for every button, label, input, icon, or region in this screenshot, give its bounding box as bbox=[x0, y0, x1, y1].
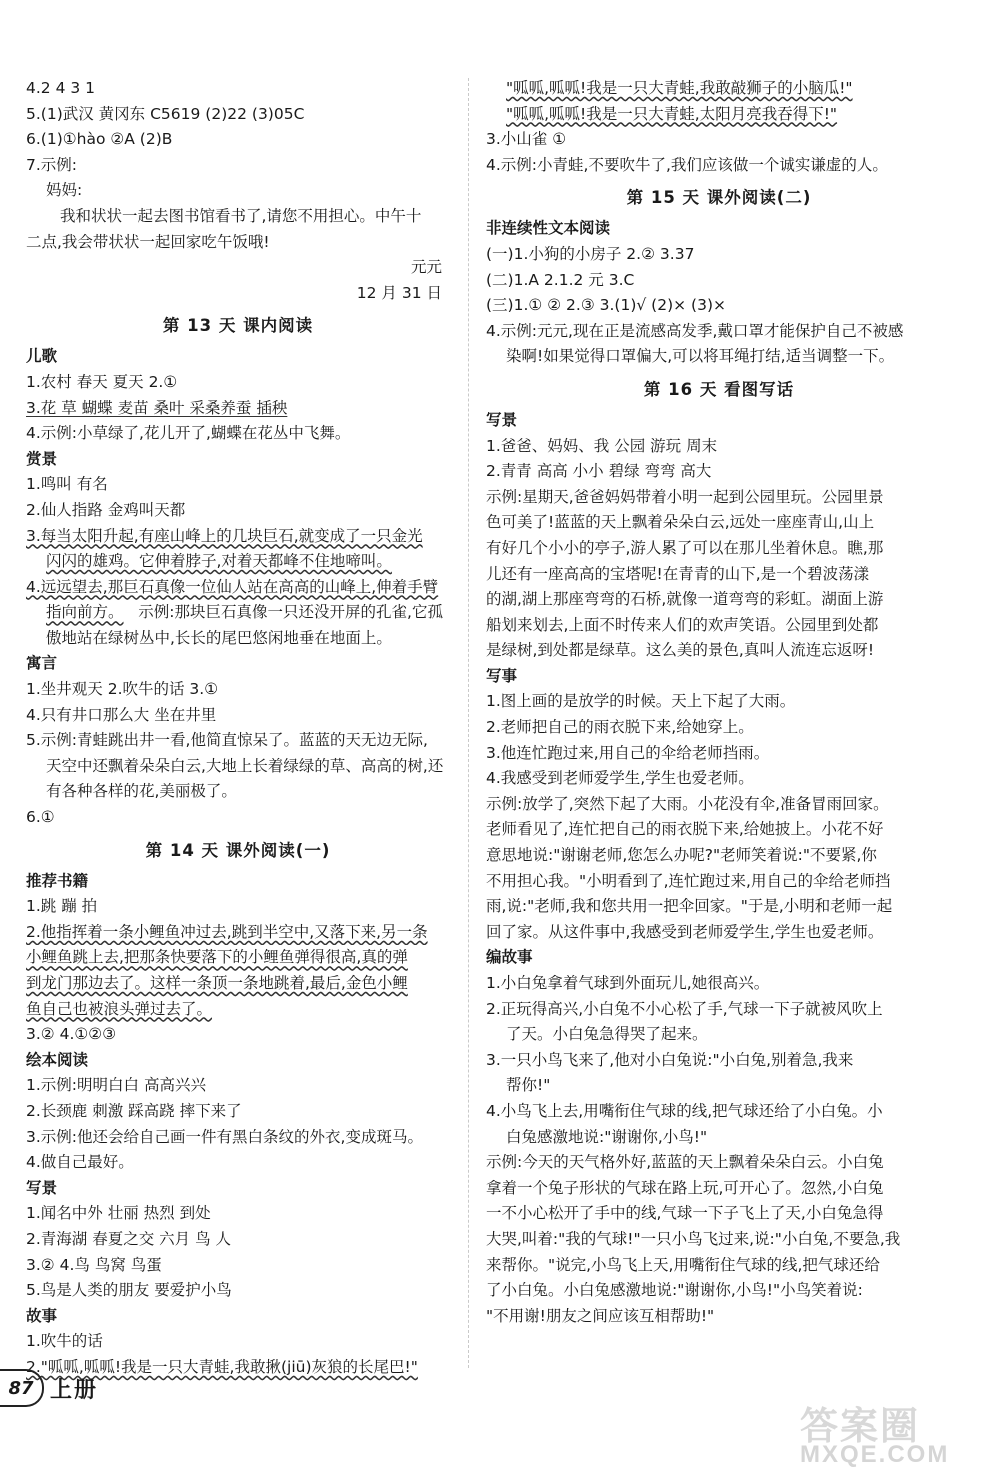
page-footer bbox=[0, 1368, 98, 1408]
answer-line: 老师看见了,连忙把自己的雨衣脱下来,给她披上。小花不好 bbox=[486, 820, 884, 839]
underlined-text: 到龙门那边去了。这样一条顶一条地跳着,最后,金色小鲤 bbox=[26, 974, 408, 992]
column-divider bbox=[468, 78, 469, 1368]
answer-line: 2.仙人指路 金鸡叫天都 bbox=[26, 500, 186, 519]
answer-line: 4.示例:元元,现在正是流感高发季,戴口罩才能保护自己不被感 bbox=[486, 321, 904, 340]
answer-line: 1.图上画的是放学的时候。天上下起了大雨。 bbox=[486, 692, 796, 711]
subsection-title: 写景 bbox=[26, 1178, 58, 1197]
right-column bbox=[486, 76, 952, 1329]
answer-line: 儿还有一座高高的宝塔呢!在青青的山下,是一个碧波荡漾 bbox=[486, 564, 870, 583]
subsection-title: 故事 bbox=[26, 1306, 58, 1325]
answer-line: 了小白兔。小白兔感激地说:"谢谢你,小鸟!"小鸟笑着说: bbox=[486, 1281, 863, 1300]
answer-line: 拿着一个兔子形状的气球在路上玩,可开心了。忽然,小白兔 bbox=[486, 1178, 884, 1197]
underlined-text: "呱呱,呱呱!我是一只大青蛙,太阳月亮我吞得下!" bbox=[506, 104, 838, 123]
answer-line: (三)1.① ② 2.③ 3.(1)√ (2)× (3)× bbox=[486, 296, 727, 315]
answer-line: 雨,说:"老师,我和您共用一把伞回家。"于是,小明和老师一起 bbox=[486, 897, 893, 916]
left-column bbox=[26, 76, 450, 1381]
answer-line: 船划来划去,上面不时传来人们的欢声笑语。公园里到处都 bbox=[486, 615, 879, 634]
watermark-seal: 答案圈 bbox=[800, 1403, 921, 1448]
answer-line bbox=[26, 575, 450, 601]
underlined-text: 2.他指挥着一条小鲤鱼冲过去,跳到半空中,又落下来,另一条 bbox=[26, 922, 428, 941]
answer-line: 1.爸爸、妈妈、我 公园 游玩 周末 bbox=[486, 436, 718, 455]
underlined-text: 4.远远望去,那巨石真像一位仙人站在高高的山峰上,伸着手臂 bbox=[26, 577, 439, 596]
answer-line: 色可美了!蓝蓝的天上飘着朵朵白云,远处一座座青山,山上 bbox=[486, 513, 875, 532]
answer-line: 7.示例: bbox=[26, 155, 78, 174]
subsection-title: 寓言 bbox=[26, 654, 58, 673]
answer-line: 染啊!如果觉得口罩偏大,可以将耳绳打结,适当调整一下。 bbox=[506, 347, 895, 366]
answer-line: 天空中还飘着朵朵白云,大地上长着绿绿的草、高高的树,还 bbox=[46, 756, 444, 775]
answer-line: 3.花 草 蝴蝶 麦苗 桑叶 采桑养蚕 插秧 bbox=[26, 398, 288, 417]
subsection-title: 儿歌 bbox=[26, 347, 58, 366]
answer-line: 4.做自己最好。 bbox=[26, 1153, 134, 1172]
answer-line: 1.示例:明明白白 高高兴兴 bbox=[26, 1076, 206, 1095]
subsection-title: 写事 bbox=[486, 666, 518, 685]
answer-line: 有各种各样的花,美丽极了。 bbox=[46, 782, 237, 801]
subsection-title: 编故事 bbox=[486, 948, 533, 967]
answer-line: 3.② 4.①②③ bbox=[26, 1025, 117, 1044]
answer-line: 6.(1)①hào ②A (2)B bbox=[26, 130, 173, 149]
answer-line: 1.小白兔拿着气球到外面玩儿,她很高兴。 bbox=[486, 974, 770, 992]
subsection-title: 推荐书籍 bbox=[26, 871, 89, 890]
answer-line: 4.示例:小青蛙,不要吹牛了,我们应该做一个诚实谦虚的人。 bbox=[486, 155, 888, 174]
answer-line bbox=[26, 600, 450, 626]
answer-line: 1.鸣叫 有名 bbox=[26, 475, 108, 494]
answer-line: "不用谢!朋友之间应该互相帮助!" bbox=[486, 1306, 715, 1325]
answer-line: 示例:今天的天气格外好,蓝蓝的天上飘着朵朵白云。小白兔 bbox=[486, 1153, 884, 1172]
answer-line: 4.2 4 3 1 bbox=[26, 79, 96, 97]
answer-line: 6.① bbox=[26, 808, 55, 827]
letter-body: 二点,我会带状状一起回家吃午饭哦! bbox=[26, 232, 270, 251]
answer-line: 4.示例:小草绿了,花儿开了,蝴蝶在花丛中飞舞。 bbox=[26, 424, 351, 443]
answer-line: 1.坐井观天 2.吹牛的话 3.① bbox=[26, 680, 219, 699]
answer-line bbox=[26, 997, 450, 1023]
answer-line: 3.一只小鸟飞来了,他对小白兔说:"小白兔,别着急,我来 bbox=[486, 1050, 854, 1069]
answer-line bbox=[486, 76, 952, 102]
answer-line: 2.青海湖 春夏之交 六月 鸟 人 bbox=[26, 1229, 231, 1248]
underlined-text: 3.每当太阳升起,有座山峰上的几块巨石,就变成了一只金光 bbox=[26, 526, 423, 545]
watermark-logo bbox=[800, 1395, 995, 1471]
answer-line: 来帮你。"说完,小鸟飞上天,用嘴衔住气球的线,把气球还给 bbox=[486, 1255, 880, 1274]
answer-line: 4.只有井口那么大 坐在井里 bbox=[26, 705, 217, 724]
answer-line: 4.小鸟飞上去,用嘴衔住气球的线,把气球还给了小白兔。小 bbox=[486, 1101, 883, 1120]
answer-line: 2.正玩得高兴,小白兔不小心松了手,气球一下子就被风吹上 bbox=[486, 999, 883, 1018]
answer-line: 傲地站在绿树丛中,长长的尾巴悠闲地垂在地面上。 bbox=[46, 628, 392, 647]
answer-line: (一)1.小狗的小房子 2.② 3.37 bbox=[486, 244, 695, 263]
answer-line: 3.小山雀 ① bbox=[486, 130, 567, 149]
answer-line: 的湖,湖上那座弯弯的石桥,就像一道弯弯的彩虹。湖面上游 bbox=[486, 590, 884, 609]
answer-line: 1.跳 蹦 拍 bbox=[26, 897, 98, 916]
answer-line: 白兔感激地说:"谢谢你,小鸟!" bbox=[506, 1127, 708, 1146]
letter-signer: 元元 bbox=[410, 258, 442, 277]
section-title-day16: 第 16 天 看图写话 bbox=[643, 379, 795, 399]
subsection-title: 非连续性文本阅读 bbox=[486, 219, 611, 238]
answer-line: 帮你!" bbox=[506, 1076, 551, 1095]
section-title-day14: 第 14 天 课外阅读(一) bbox=[145, 840, 331, 860]
section-title-day13: 第 13 天 课内阅读 bbox=[162, 316, 314, 336]
answer-line bbox=[26, 971, 450, 997]
answer-line: 3.示例:他还会给自己画一件有黑白条纹的外衣,变成斑马。 bbox=[26, 1127, 423, 1146]
answer-line: 意思地说:"谢谢老师,您怎么办呢?"老师笑着说:"不要紧,你 bbox=[486, 846, 877, 865]
answer-line bbox=[486, 102, 952, 128]
answer-line: 5.(1)武汉 黄冈东 C5619 (2)22 (3)05C bbox=[26, 104, 305, 123]
answer-line: 示例:放学了,突然下起了大雨。小花没有伞,准备冒雨回家。 bbox=[486, 794, 889, 813]
example-text: 示例:那块巨石真像一只还没开屏的孔雀,它孤 bbox=[138, 603, 443, 622]
answer-line: 2.青青 高高 小小 碧绿 弯弯 高大 bbox=[486, 462, 712, 481]
answer-line bbox=[26, 524, 450, 550]
answer-line: 5.鸟是人类的朋友 要爱护小鸟 bbox=[26, 1281, 232, 1300]
answer-line bbox=[26, 549, 450, 575]
underlined-text: "呱呱,呱呱!我是一只大青蛙,我敢敲狮子的小脑瓜!" bbox=[506, 79, 853, 97]
watermark-url: MXQE.COM bbox=[800, 1441, 950, 1468]
subsection-title: 绘本阅读 bbox=[26, 1050, 89, 1069]
page-number: 87 bbox=[0, 1369, 44, 1407]
answer-line: 1.农村 春天 夏天 2.① bbox=[26, 372, 178, 391]
answer-line: 3.他连忙跑过来,用自己的伞给老师挡雨。 bbox=[486, 743, 770, 762]
answer-line: 3.② 4.鸟 鸟窝 鸟蛋 bbox=[26, 1255, 162, 1274]
underlined-text: 小鲤鱼跳上去,把那条快要落下的小鲤鱼弹得很高,真的弹 bbox=[26, 948, 408, 967]
answer-line: 2.长颈鹿 刺激 踩高跷 摔下来了 bbox=[26, 1101, 242, 1120]
answer-line: 一不小心松开了手中的线,气球一下子飞上了天,小白兔急得 bbox=[486, 1204, 884, 1223]
answer-line: 是绿树,到处都是绿草。这么美的景色,真叫人流连忘返呀! bbox=[486, 641, 875, 660]
answer-line bbox=[26, 920, 450, 946]
answer-line: 1.吹牛的话 bbox=[26, 1332, 103, 1351]
answer-line: 1.闻名中外 壮丽 热烈 到处 bbox=[26, 1204, 211, 1223]
answer-line: 回了家。从这件事中,我感受到老师爱学生,学生也爱老师。 bbox=[486, 922, 884, 941]
answer-line: 有好几个小小的亭子,游人累了可以在那儿坐着休息。瞧,那 bbox=[486, 538, 884, 557]
underlined-text: 2."呱呱,呱呱!我是一只大青蛙,我敢揪(jiū)灰狼的长尾巴!" bbox=[26, 1357, 418, 1376]
letter-date: 12 月 31 日 bbox=[356, 283, 442, 302]
answer-line: 大哭,叫着:"我的气球!"一只小鸟飞过来,说:"小白兔,不要急,我 bbox=[486, 1229, 901, 1248]
underlined-text: 闪闪的雄鸡。它伸着脖子,对着天都峰不住地啼叫。 bbox=[46, 552, 392, 571]
answer-line: 了天。小白兔急得哭了起来。 bbox=[506, 1025, 708, 1044]
answer-line: 示例:星期天,爸爸妈妈带着小明一起到公园里玩。公园里景 bbox=[486, 487, 884, 506]
underlined-text: 指向前方。 bbox=[46, 603, 124, 622]
letter-body: 我和状状一起去图书馆看书了,请您不用担心。中午十 bbox=[60, 206, 422, 225]
answer-line bbox=[26, 945, 450, 971]
subsection-title: 写景 bbox=[486, 410, 518, 429]
underlined-text: 鱼自己也被浪头弹过去了。 bbox=[26, 999, 213, 1018]
answer-line: 5.示例:青蛙跳出井一看,他简直惊呆了。蓝蓝的天无边无际, bbox=[26, 731, 428, 750]
letter-salutation: 妈妈: bbox=[46, 181, 83, 200]
answer-line: 2.老师把自己的雨衣脱下来,给她穿上。 bbox=[486, 718, 754, 737]
answer-line: 4.我感受到老师爱学生,学生也爱老师。 bbox=[486, 769, 754, 788]
answer-line: 不用担心我。"小明看到了,连忙跑过来,用自己的伞给老师挡 bbox=[486, 871, 891, 890]
answer-line: (二)1.A 2.1.2 元 3.C bbox=[486, 270, 635, 289]
subsection-title: 赏景 bbox=[26, 449, 58, 468]
section-title-day15: 第 15 天 课外阅读(二) bbox=[626, 188, 812, 208]
volume-label: 上册 bbox=[50, 1377, 99, 1403]
